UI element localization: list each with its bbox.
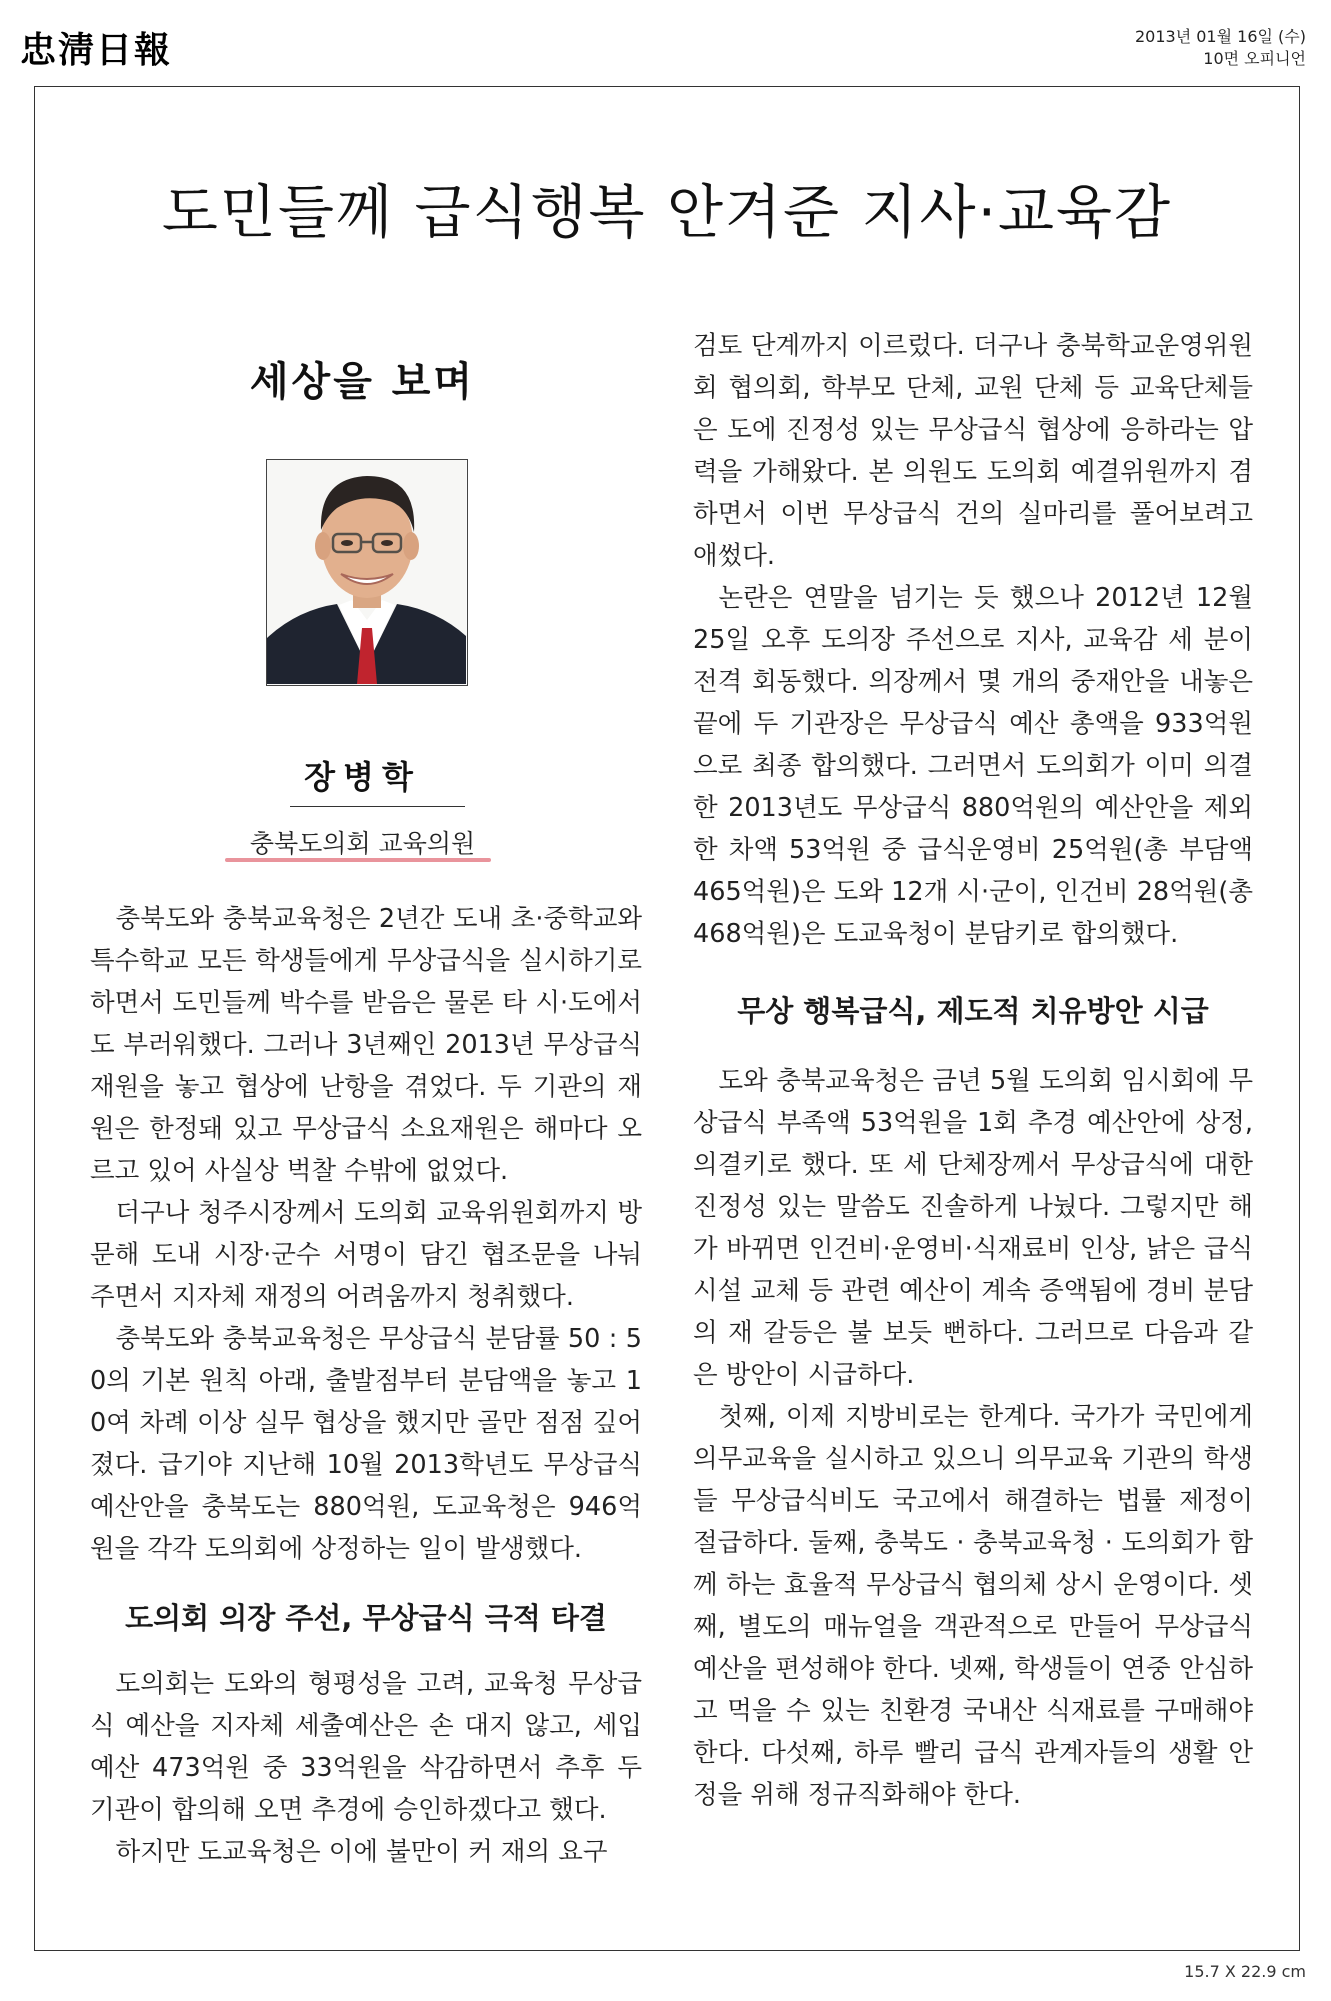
newspaper-masthead: 忠淸日報 xyxy=(20,29,173,71)
article-headline: 도민들께 급식행복 안겨준 지사·교육감 xyxy=(161,178,1173,246)
column-title: 세상을 보며 xyxy=(249,359,476,405)
author-portrait-illustration xyxy=(267,460,466,684)
author-divider xyxy=(290,806,465,807)
author-title-highlight xyxy=(225,858,491,862)
body-paragraph: 하지만 도교육청은 이에 불만이 커 재의 요구 xyxy=(115,1837,608,1867)
body-paragraph: 도와 충북교육청은 금년 5월 도의회 임시회에 무상급식 부족액 53억원을 1회 추경 예산안에 상정, 의결키로 했다. 또 세 단체장께서 무상급식에 대한 진정성 있는 말씀도 진솔하게 나눴다. 그렇지만 해가 바뀌면 인건비·운영비·식재료비 인상, 낡은 급식시설 교체 등 관련 예산이 계속 증액됨에 경비 분담의 재 갈등은 불 보듯 뻔하다. 그러므로 다음과 같은 방안이 시급하다. xyxy=(693,1066,1253,1390)
publication-info xyxy=(1135,26,1306,70)
article-column-left xyxy=(90,898,642,1873)
article-column-right xyxy=(693,325,1253,1816)
body-paragraph: 논란은 연말을 넘기는 듯 했으나 2012년 12월 25일 오후 도의장 주선으로 지사, 교육감 세 분이 전격 회동했다. 의장께서 몇 개의 중재안을 내놓은 끝에 두 기관장은 무상급식 예산 총액을 933억원으로 최종 합의했다. 그러면서 도의회가 이미 의결한 2013년도 무상급식 880억원의 예산안을 제외한 차액 53억원 중 급식운영비 25억원(총 부담액 465억원)은 도와 12개 시·군이, 인건비 28억원(총 468억원)은 도교육청이 분담키로 합의했다. xyxy=(693,583,1253,949)
body-paragraph: 더구나 청주시장께서 도의회 교육위원회까지 방문해 도내 시장·군수 서명이 담긴 협조문을 나눠 주면서 지자체 재정의 어려움까지 청취했다. xyxy=(90,1198,642,1312)
author-title: 충북도의회 교육의원 xyxy=(249,829,476,858)
author-name: 장병학 xyxy=(304,758,421,796)
author-photo xyxy=(266,459,468,686)
section-subheading: 무상 행복급식, 제도적 치유방안 시급 xyxy=(737,994,1209,1028)
section-subheading: 도의회 의장 주선, 무상급식 극적 타결 xyxy=(125,1601,607,1635)
body-paragraph: 도의회는 도와의 형평성을 고려, 교육청 무상급식 예산을 지자체 세출예산은 손 대지 않고, 세입예산 473억원 중 33억원을 삭감하면서 추후 두 기관이 합의해 오면 추경에 승인하겠다고 했다. xyxy=(90,1669,642,1825)
body-paragraph: 충북도와 충북교육청은 무상급식 분담률 50 : 50의 기본 원칙 아래, 출발점부터 분담액을 놓고 10여 차례 이상 실무 협상을 했지만 골만 점점 깊어졌다. 급기야 지난해 10월 2013학년도 무상급식 예산안을 충북도는 880억원, 도교육청은 946억원을 각각 도의회에 상정하는 일이 발생했다. xyxy=(90,1324,642,1564)
page-section: 10면 오피니언 xyxy=(1203,49,1306,68)
clipping-size: 15.7 X 22.9 cm xyxy=(1184,1962,1306,1981)
body-paragraph: 검토 단계까지 이르렀다. 더구나 충북학교운영위원회 협의회, 학부모 단체, 교원 단체 등 교육단체들은 도에 진정성 있는 무상급식 협상에 응하라는 압력을 가해왔다. 본 의원도 도의회 예결위원까지 겸하면서 이번 무상급식 건의 실마리를 풀어보려고 애썼다. xyxy=(693,331,1253,571)
body-paragraph: 충북도와 충북교육청은 2년간 도내 초·중학교와 특수학교 모든 학생들에게 무상급식을 실시하기로 하면서 도민들께 박수를 받음은 물론 타 시·도에서도 부러워했다. 그러나 3년째인 2013년 무상급식 재원을 놓고 협상에 난항을 겪었다. 두 기관의 재원은 한정돼 있고 무상급식 소요재원은 해마다 오르고 있어 사실상 벅찰 수밖에 없었다. xyxy=(90,904,642,1186)
publication-date: 2013년 01월 16일 (수) xyxy=(1134,27,1306,46)
body-paragraph: 첫째, 이제 지방비로는 한계다. 국가가 국민에게 의무교육을 실시하고 있으니 의무교육 기관의 학생들 무상급식비도 국고에서 해결하는 법률 제정이 절급하다. 둘째, 충북도 · 충북교육청 · 도의회가 함께 하는 효율적 무상급식 협의체 상시 운영이다. 셋째, 별도의 매뉴얼을 객관적으로 만들어 무상급식 예산을 편성해야 한다. 넷째, 학생들이 연중 안심하고 먹을 수 있는 친환경 국내산 식재료를 구매해야 한다. 다섯째, 하루 빨리 급식 관계자들의 생활 안정을 위해 정규직화해야 한다. xyxy=(693,1402,1253,1810)
